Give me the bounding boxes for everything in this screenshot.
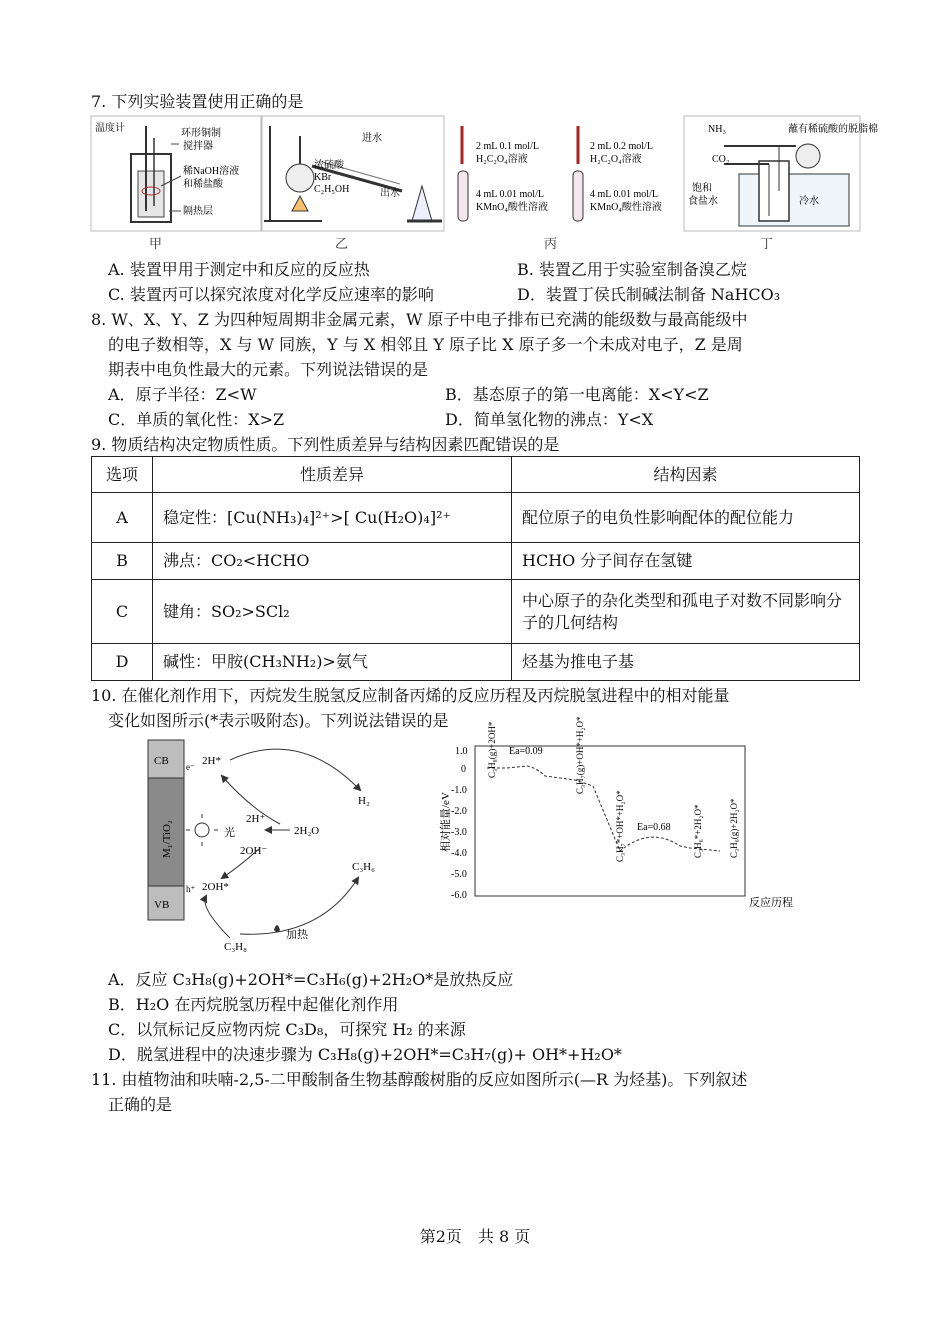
ytick: -5.0 <box>451 869 467 880</box>
oh-ads-label: 2OH* <box>202 881 229 893</box>
bing-right-bot-1: 4 mL 0.01 mol/L <box>590 189 658 200</box>
bing-right-top-2: H₂C₂O₄溶液 <box>590 154 642 165</box>
q9-table <box>91 456 860 681</box>
header-factor: 结构因素 <box>512 457 860 493</box>
ytick: -6.0 <box>451 890 467 901</box>
q7-option-a: A. 装置甲用于测定中和反应的反应热 <box>108 260 370 279</box>
q10-energy-profile <box>425 716 815 966</box>
state-label: C₃H₈(g)+2OH* <box>487 721 497 778</box>
ding-cotton-label: 蘸有稀硫酸的脱脂棉 <box>788 124 878 135</box>
row-property: 碱性：甲胺(CH₃NH₂)>氨气 <box>153 644 512 681</box>
energy-xlabel: 反应历程 <box>749 897 793 909</box>
bing-left-bot-1: 4 mL 0.01 mol/L <box>476 189 544 200</box>
catalyst-label: M₁/TiO₂ <box>161 820 173 858</box>
row-factor: 烃基为推电子基 <box>512 644 860 681</box>
apparatus-jia <box>91 116 261 231</box>
ytick: -3.0 <box>451 827 467 838</box>
apparatus-bing <box>448 116 680 231</box>
apparatus-yi <box>262 116 444 231</box>
ytick: -4.0 <box>451 848 467 859</box>
state-label: C₃H₇*+OH*+H₂O* <box>615 790 625 862</box>
ding-label: 丁 <box>760 237 774 252</box>
yi-water-in-label: 进水 <box>362 133 382 144</box>
q8-option-a: A．原子半径：Z<W <box>108 385 257 404</box>
q8-option-b: B．基态原子的第一电离能：X<Y<Z <box>445 385 709 404</box>
apparatus-ding <box>684 116 878 231</box>
water-label: 2H₂O <box>294 825 320 837</box>
bing-label: 丙 <box>544 237 558 252</box>
yi-water-out-label: 出水 <box>380 188 400 199</box>
q7-stem: 7. 下列实验装置使用正确的是 <box>91 92 304 111</box>
yi-reagent-label-1: 浓硫酸 <box>314 160 344 171</box>
ding-co2-label: CO₂ <box>712 154 730 165</box>
jia-solution-label-1: 稀NaOH溶液 <box>183 166 240 177</box>
q8-line-3: 期表中电负性最大的元素。下列说法错误的是 <box>108 360 429 379</box>
h2-label: H₂ <box>358 795 370 807</box>
energy-ylabel: 相对能量/eV <box>440 792 452 852</box>
bing-right-top-1: 2 mL 0.2 mol/L <box>590 141 653 152</box>
q7-option-d: D．装置丁侯氏制碱法制备 NaHCO₃ <box>517 285 781 304</box>
jia-stirrer-label-2: 搅拌器 <box>183 141 213 152</box>
jia-label: 甲 <box>149 237 163 252</box>
state-label: C₃H₆(g)+2H₂O* <box>729 798 739 858</box>
bing-left-top-2: H₂C₂O₄溶液 <box>476 154 528 165</box>
row-factor: 中心原子的杂化类型和孤电子对数不同影响分子的几何结构 <box>512 580 860 644</box>
row-option: C <box>92 580 153 644</box>
h-ads-label: 2H* <box>202 755 221 767</box>
table-row <box>92 493 860 543</box>
row-option: B <box>92 543 153 580</box>
ytick: 0 <box>461 764 466 775</box>
electron-label: e⁻ <box>186 762 195 772</box>
table-row <box>92 543 860 580</box>
header-option: 选项 <box>92 457 153 493</box>
q10-line-1: 10. 在催化剂作用下，丙烷发生脱氢反应制备丙烯的反应历程及丙烷脱氢进程中的相对能量 <box>91 686 730 705</box>
jia-stirrer-label-1: 环形铜制 <box>181 128 221 139</box>
row-factor: HCHO 分子间存在氢键 <box>512 543 860 580</box>
q10-option-b: B．H₂O 在丙烷脱氢历程中起催化剂作用 <box>108 995 399 1014</box>
jia-thermometer-label: 温度计 <box>95 123 125 134</box>
q10-mechanism-diagram <box>140 738 390 958</box>
hole-label: h⁺ <box>186 884 196 894</box>
ding-cold-water-label: 冷水 <box>799 196 819 207</box>
q9-stem: 9. 物质结构决定物质性质。下列性质差异与结构因素匹配错误的是 <box>91 435 560 454</box>
jia-insulation-label: 隔热层 <box>183 206 213 217</box>
q7-option-b: B. 装置乙用于实验室制备溴乙烷 <box>517 260 747 279</box>
q10-option-a: A．反应 C₃H₈(g)+2OH*=C₃H₆(g)+2H₂O*是放热反应 <box>108 970 514 989</box>
jia-solution-label-2: 和稀盐酸 <box>183 179 223 190</box>
q11-line-2: 正确的是 <box>108 1095 173 1114</box>
q8-line-2: 的电子数相等，X 与 W 同族，Y 与 X 相邻且 Y 原子比 X 原子多一个未成对电子，Z 是周 <box>108 335 743 354</box>
state-label: C₃H₆*+2H₂O* <box>693 804 703 858</box>
row-property: 键角：SO₂>SCl₂ <box>153 580 512 644</box>
bing-right-bot-2: KMnO₄酸性溶液 <box>590 202 662 213</box>
ea2-label: Ea=0.68 <box>637 822 671 833</box>
row-option: D <box>92 644 153 681</box>
q8-line-1: 8. W、X、Y、Z 为四种短周期非金属元素，W 原子中电子排布已充满的能级数与最高能级中 <box>91 310 748 329</box>
vb-label: VB <box>154 899 170 911</box>
ea1-label: Ea=0.09 <box>509 746 543 757</box>
table-header-row <box>92 457 860 493</box>
ding-nh3-label: NH₃ <box>708 124 726 135</box>
q7-option-c: C. 装置丙可以探究浓度对化学反应速率的影响 <box>108 285 434 304</box>
table-row <box>92 644 860 681</box>
propane-label: C₃H₈ <box>224 941 247 953</box>
q8-option-d: D．简单氢化物的沸点：Y<X <box>445 410 654 429</box>
header-property: 性质差异 <box>153 457 512 493</box>
ding-brine-label-2: 食盐水 <box>688 196 718 207</box>
q10-line-2: 变化如图所示(*表示吸附态)。下列说法错误的是 <box>108 711 449 730</box>
bing-left-top-1: 2 mL 0.1 mol/L <box>476 141 539 152</box>
bing-left-bot-2: KMnO₄酸性溶液 <box>476 202 548 213</box>
propene-label: C₃H₆ <box>352 861 375 873</box>
oh-minus-label: 2OH⁻ <box>240 845 268 857</box>
table-row <box>92 580 860 644</box>
state-label: C₃H₇(g)+OH*+H₂O* <box>575 716 585 794</box>
yi-reagent-label-3: C₂H₅OH <box>314 184 350 195</box>
ytick: -1.0 <box>451 785 467 796</box>
sun-icon <box>186 814 218 846</box>
page-footer: 第2页 共 8 页 <box>419 1227 531 1246</box>
yi-label: 乙 <box>335 237 349 252</box>
heat-label: 加热 <box>286 929 308 941</box>
ytick: 1.0 <box>455 746 468 757</box>
q8-option-c: C．单质的氧化性：X>Z <box>108 410 285 429</box>
row-property: 稳定性：[Cu(NH₃)₄]²⁺>[ Cu(H₂O)₄]²⁺ <box>153 493 512 543</box>
q11-line-1: 11. 由植物油和呋喃-2,5-二甲酸制备生物基醇酸树脂的反应如图所示(—R 为烃基)。下列叙述 <box>91 1070 748 1089</box>
flame-icon <box>274 925 280 932</box>
q10-option-d: D．脱氢进程中的决速步骤为 C₃H₈(g)+2OH*=C₃H₇(g)+ OH*+H₂O* <box>108 1045 622 1064</box>
light-label: 光 <box>224 827 235 839</box>
ding-brine-label-1: 饱和 <box>692 183 712 194</box>
q10-option-c: C．以氘标记反应物丙烷 C₃D₈，可探究 H₂ 的来源 <box>108 1020 466 1039</box>
row-property: 沸点：CO₂<HCHO <box>153 543 512 580</box>
row-option: A <box>92 493 153 543</box>
cb-label: CB <box>154 755 169 767</box>
h-plus-label: 2H⁺ <box>246 813 266 825</box>
row-factor: 配位原子的电负性影响配体的配位能力 <box>512 493 860 543</box>
yi-reagent-label-2: KBr <box>314 172 332 183</box>
ytick: -2.0 <box>451 806 467 817</box>
